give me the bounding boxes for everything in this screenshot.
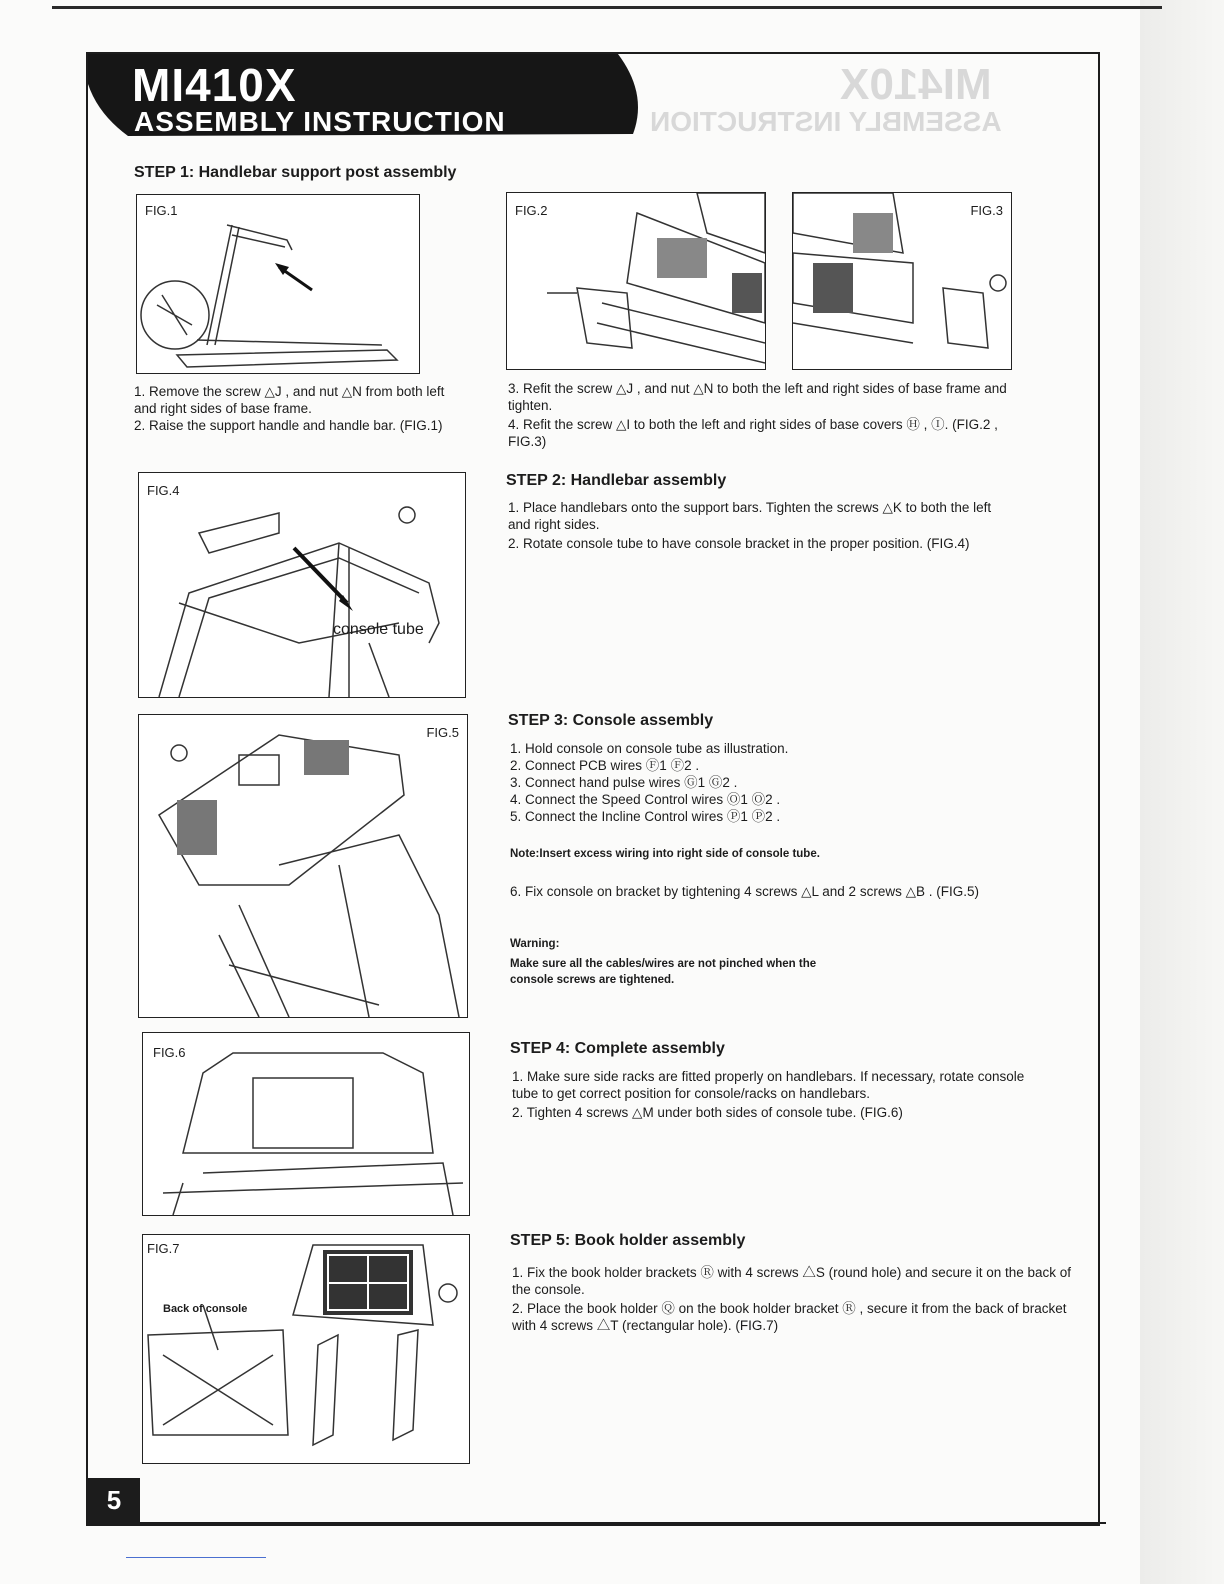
blue-underline [126, 1557, 266, 1558]
console-wiring-diagram [139, 715, 467, 1017]
step5-item-1: 1. Fix the book holder brackets Ⓡ with 4 screws △S (round hole) and secure it on the back of the console. [512, 1265, 1072, 1297]
model-title: MI410X [132, 59, 297, 111]
step3-item-3: 3. Connect hand pulse wires Ⓖ1 Ⓖ2 . [510, 775, 738, 790]
fig7-label: FIG.7 [147, 1241, 180, 1256]
fig4-label: FIG.4 [147, 483, 180, 498]
fig4-callout: console tube [333, 621, 424, 638]
bleedthrough-model: MI410X [840, 60, 992, 109]
step1-heading: STEP 1: Handlebar support post assembly [134, 164, 457, 181]
treadmill-handlebar-diagram [137, 195, 419, 373]
base-cover-left-diagram [507, 193, 765, 369]
step4-item-1: 1. Make sure side racks are fitted properly on handlebars. If necessary, rotate console tube to get correct position for console/racks on handlebars. [512, 1069, 1025, 1101]
page-number: 5 [88, 1478, 140, 1522]
step3-note: Note:Insert excess wiring into right side of console tube. [510, 848, 820, 860]
warning-title: Warning: [510, 938, 560, 950]
book-holder-diagram [143, 1235, 469, 1463]
step4-item-2: 2. Tighten 4 screws △M under both sides of console tube. (FIG.6) [512, 1105, 903, 1120]
step4-instructions [512, 1068, 1032, 1121]
fig3-image [792, 192, 1012, 370]
assembly-subtitle: ASSEMBLY INSTRUCTION [134, 106, 506, 137]
step3-instructions [510, 740, 990, 825]
step1-instructions-a [134, 383, 454, 434]
bleedthrough-subtitle: ASSEMBLY INSTRUCTION [650, 106, 1002, 137]
fig1-image [136, 194, 420, 374]
step3-item-6: 6. Fix console on bracket by tightening 4 screws △L and 2 screws △B . (FIG.5) [510, 884, 979, 899]
fig7-image [142, 1234, 470, 1464]
step2-item-2: 2. Rotate console tube to have console bracket in the proper position. (FIG.4) [508, 536, 970, 551]
fig3-label: FIG.3 [970, 203, 1003, 218]
fig1-label: FIG.1 [145, 203, 178, 218]
fig2-label: FIG.2 [515, 203, 548, 218]
step1-item-1: 1. Remove the screw △J , and nut △N from both left and right sides of base frame. [134, 384, 445, 416]
step5-heading: STEP 5: Book holder assembly [510, 1232, 746, 1249]
page-edge-shade [1140, 0, 1224, 1584]
step3-item-2: 2. Connect PCB wires Ⓕ1 Ⓕ2 . [510, 758, 700, 773]
handlebar-console-tube-diagram [139, 473, 465, 697]
fig5-label: FIG.5 [426, 725, 459, 740]
fig7-callout: Back of console [163, 1303, 248, 1315]
complete-console-rear-diagram [143, 1033, 469, 1215]
step1-item-3: 3. Refit the screw △J , and nut △N to both the left and right sides of base frame and tighten. [508, 381, 1007, 413]
step2-instructions [508, 499, 1008, 552]
step3-item-5: 5. Connect the Incline Control wires Ⓟ1 Ⓟ2 . [510, 809, 781, 824]
fig2-image [506, 192, 766, 370]
step4-heading: STEP 4: Complete assembly [510, 1040, 725, 1057]
warning-text: Make sure all the cables/wires are not pinched when the console screws are tightened. [510, 958, 817, 986]
step3-item-4: 4. Connect the Speed Control wires Ⓞ1 Ⓞ2 . [510, 792, 781, 807]
top-rule [52, 6, 1162, 9]
fig5-image [138, 714, 468, 1018]
step5-item-2: 2. Place the book holder Ⓠ on the book holder bracket Ⓡ , secure it from the back of bracket with 4 screws △T (rectangular hole). (FIG.7) [512, 1301, 1067, 1333]
bottom-rule [86, 1522, 1106, 1524]
fig4-image [138, 472, 466, 698]
base-cover-right-diagram [793, 193, 1011, 369]
step3-item-1: 1. Hold console on console tube as illustration. [510, 741, 789, 756]
step1-item-4: 4. Refit the screw △I to both the left and right sides of base covers Ⓗ , Ⓘ. (FIG.2 , FIG.3) [508, 417, 998, 449]
fig6-image [142, 1032, 470, 1216]
step2-heading: STEP 2: Handlebar assembly [506, 472, 727, 489]
fig6-label: FIG.6 [153, 1045, 186, 1060]
step1-instructions-b [508, 380, 1028, 450]
step1-item-2: 2. Raise the support handle and handle bar. (FIG.1) [134, 418, 443, 433]
step5-instructions [512, 1264, 1072, 1334]
step3-heading: STEP 3: Console assembly [508, 712, 714, 729]
step2-item-1: 1. Place handlebars onto the support bars. Tighten the screws △K to both the left and right sides. [508, 500, 992, 532]
